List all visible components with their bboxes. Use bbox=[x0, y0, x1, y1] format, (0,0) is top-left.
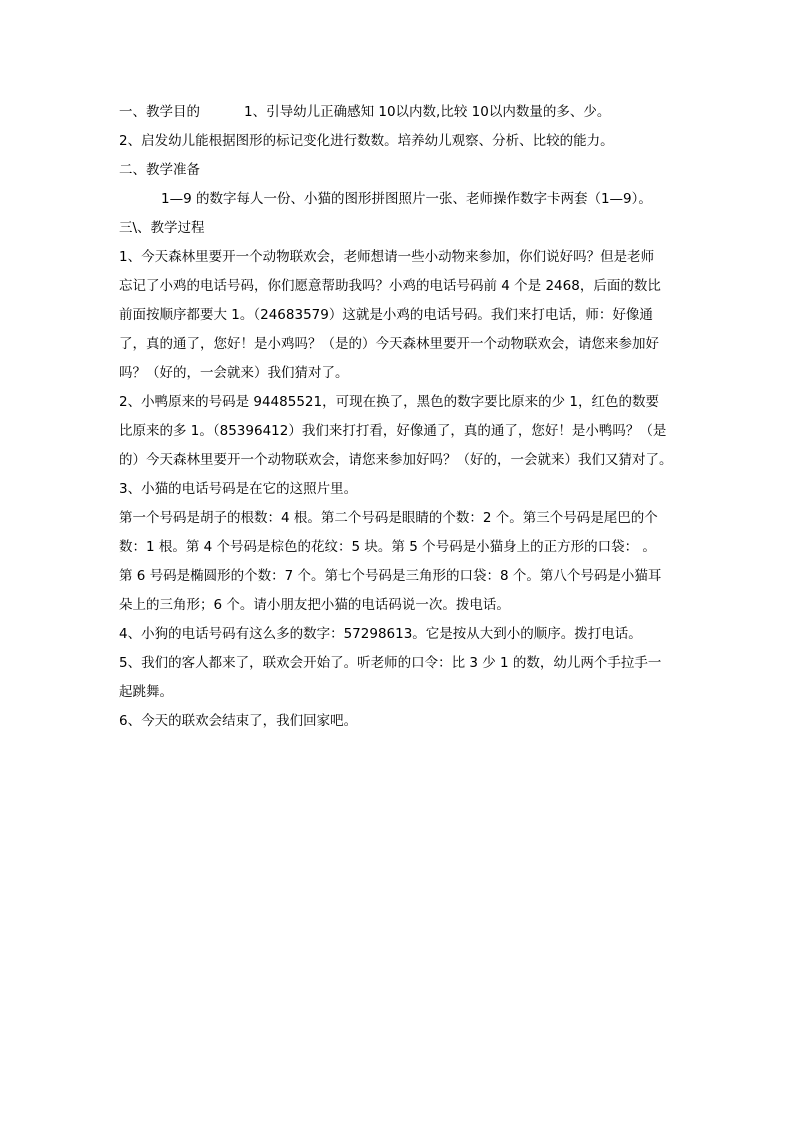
line-13: 的）今天森林里要开一个动物联欢会，请您来参加好吗？（好的，一会就来）我们又猜对了。 bbox=[119, 452, 673, 468]
line-16: 数：1 根。第 4 个号码是棕色的花纹：5 块。第 5 个号码是小猫身上的正方形的口袋： 。 bbox=[119, 539, 656, 555]
line-2: 2、启发幼儿能根据图形的标记变化进行数数。培养幼儿观察、分析、比较的能力。 bbox=[119, 133, 614, 149]
line-8: 前面按顺序都要大 1。（24683579）这就是小鸡的电话号码。我们来打电话，师：好像通 bbox=[119, 307, 653, 323]
line-20: 5、我们的客人都来了，联欢会开始了。听老师的口令：比 3 少 1 的数，幼儿两个手拉手一 bbox=[119, 655, 662, 671]
heading-teaching-goal: 一、教学目的 bbox=[119, 104, 200, 120]
line-prep-materials: 1—9 的数字每人一份、小猫的图形拼图照片一张、老师操作数字卡两套（1—9）。 bbox=[161, 191, 652, 207]
document-body bbox=[119, 98, 679, 736]
line-10: 吗？（好的，一会就来）我们猜对了。 bbox=[119, 365, 349, 381]
line-7: 忘记了小鸡的电话号码，你们愿意帮助我吗？小鸡的电话号码前 4 个是 2468，后面的数比 bbox=[119, 278, 661, 294]
line-22: 6、今天的联欢会结束了，我们回家吧。 bbox=[119, 713, 358, 729]
line-9: 了，真的通了，您好！是小鸡吗？（是的）今天森林里要开一个动物联欢会，请您来参加好 bbox=[119, 336, 659, 352]
line-1 bbox=[119, 98, 679, 127]
goal-item-1: 1、引导幼儿正确感知 10以内数,比较 10以内数量的多、少。 bbox=[244, 104, 611, 120]
heading-teaching-process: 三\、教学过程 bbox=[119, 220, 205, 236]
line-11: 2、小鸭原来的号码是 94485521，可现在换了，黑色的数字要比原来的少 1，红色的数要 bbox=[119, 394, 659, 410]
line-17: 第 6 号码是椭圆形的个数：7 个。第七个号码是三角形的口袋：8 个。第八个号码是小猫耳 bbox=[119, 568, 662, 584]
line-14: 3、小猫的电话号码是在它的这照片里。 bbox=[119, 481, 358, 497]
line-18: 朵上的三角形；6 个。请小朋友把小猫的电话码说一次。拨电话。 bbox=[119, 597, 510, 613]
line-6: 1、今天森林里要开一个动物联欢会，老师想请一些小动物来参加，你们说好吗？但是老师 bbox=[119, 249, 655, 265]
line-21: 起跳舞。 bbox=[119, 684, 173, 700]
line-15: 第一个号码是胡子的根数：4 根。第二个号码是眼睛的个数：2 个。第三个号码是尾巴的个 bbox=[119, 510, 658, 526]
line-12: 比原来的多 1。（85396412）我们来打打看，好像通了，真的通了，您好！是小鸭吗？（是 bbox=[119, 423, 667, 439]
heading-teaching-prep: 二、教学准备 bbox=[119, 162, 200, 178]
line-19: 4、小狗的电话号码有这么多的数字：57298613。它是按从大到小的顺序。拨打电话。 bbox=[119, 626, 642, 642]
